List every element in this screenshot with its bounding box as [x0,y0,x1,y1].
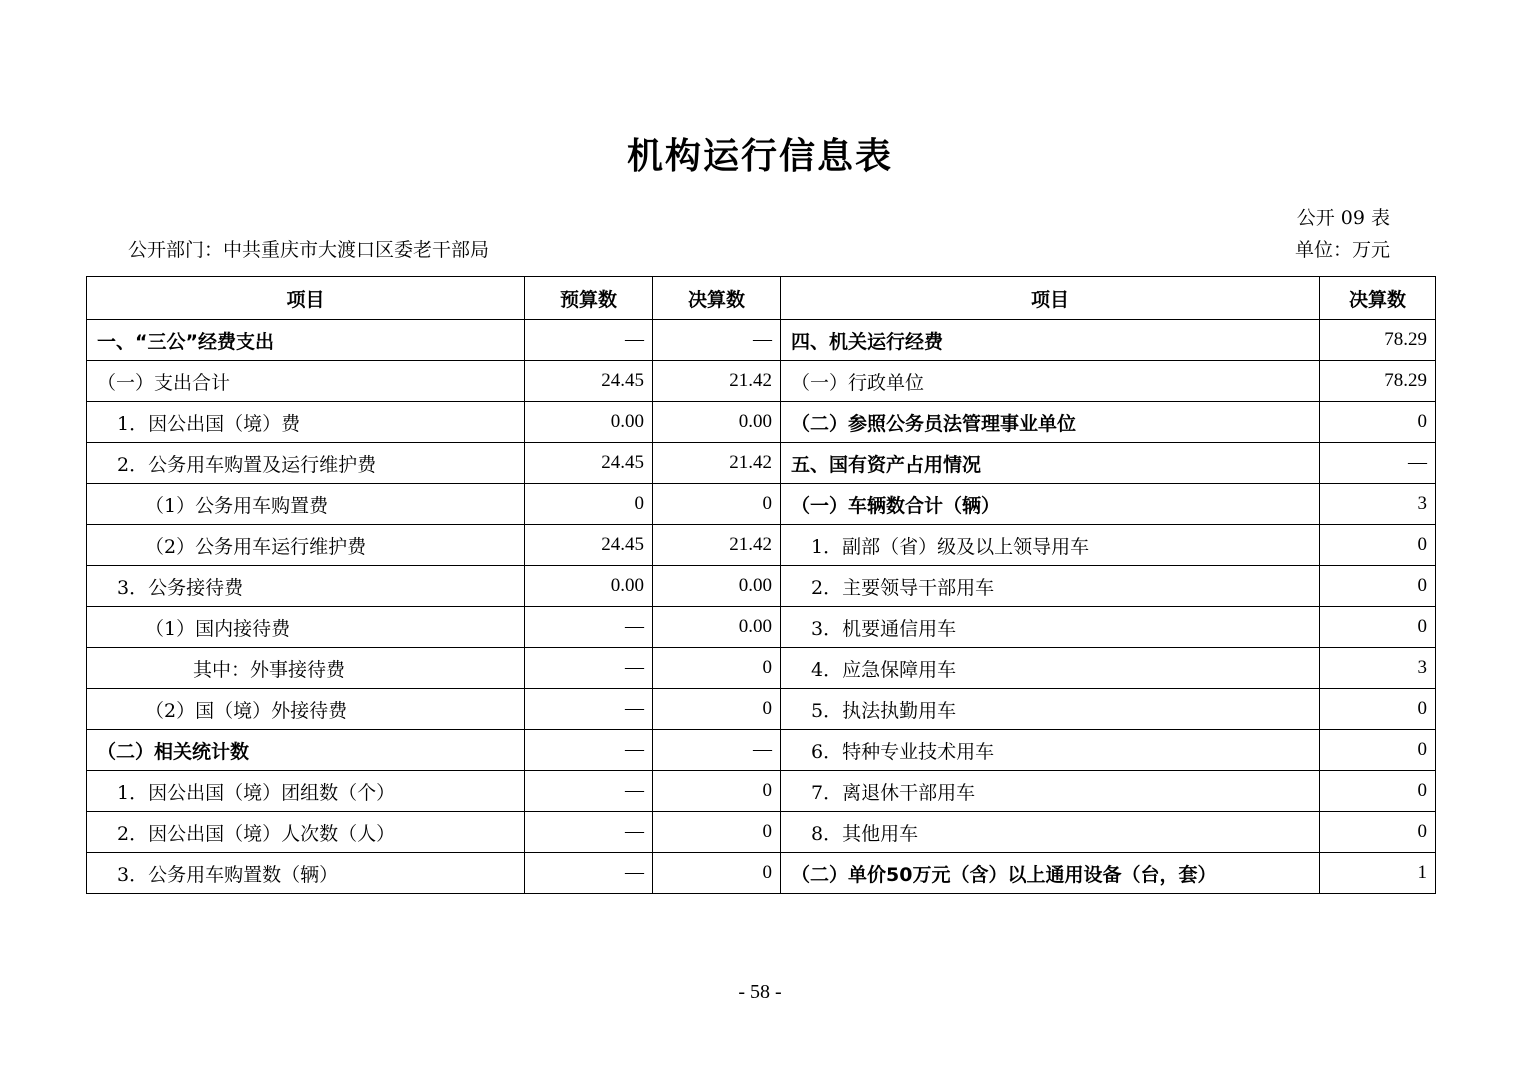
row-final: 21.42 [653,443,781,484]
row-item-left: 3．公务接待费 [87,566,525,607]
row-final-right: 0 [1320,812,1436,853]
row-final-right: 0 [1320,402,1436,443]
table-row [87,402,1436,443]
row-final: 0 [653,853,781,894]
table-row [87,730,1436,771]
row-final: 0 [653,648,781,689]
row-item-left: （二）相关统计数 [87,730,525,771]
department-label: 公开部门：中共重庆市大渡口区委老干部局 [128,239,490,261]
row-final: 21.42 [653,525,781,566]
row-budget: — [525,607,653,648]
page-number: - 58 - [738,981,782,1003]
row-final-right: 0 [1320,607,1436,648]
row-item-right: 2．主要领导干部用车 [781,566,1320,607]
table-row [87,566,1436,607]
row-final-right: — [1320,443,1436,484]
row-final-right: 78.29 [1320,320,1436,361]
table-row [87,320,1436,361]
header-budget: 预算数 [525,277,653,320]
row-item-right: 4．应急保障用车 [781,648,1320,689]
row-item-right: （一）行政单位 [781,361,1320,402]
row-final-right: 0 [1320,771,1436,812]
row-item-left: （2）公务用车运行维护费 [87,525,525,566]
row-budget: — [525,320,653,361]
row-budget: — [525,771,653,812]
row-budget: — [525,689,653,730]
row-final-right: 0 [1320,689,1436,730]
row-item-right: （二）参照公务员法管理事业单位 [781,402,1320,443]
row-final: 0.00 [653,607,781,648]
row-item-right: 6．特种专业技术用车 [781,730,1320,771]
row-final: 0 [653,771,781,812]
row-item-left: 其中：外事接待费 [87,648,525,689]
row-final: 0 [653,484,781,525]
row-budget: — [525,812,653,853]
header-final-left: 决算数 [653,277,781,320]
row-budget: 24.45 [525,443,653,484]
row-item-right: 1．副部（省）级及以上领导用车 [781,525,1320,566]
table-row [87,361,1436,402]
row-budget: 0 [525,484,653,525]
row-item-left: 2．公务用车购置及运行维护费 [87,443,525,484]
header-final-right: 决算数 [1320,277,1436,320]
table-row [87,812,1436,853]
row-final: 0 [653,689,781,730]
row-budget: 24.45 [525,361,653,402]
header-item-right: 项目 [781,277,1320,320]
row-item-left: 1．因公出国（境）团组数（个） [87,771,525,812]
row-item-left: 1．因公出国（境）费 [87,402,525,443]
row-final: — [653,320,781,361]
row-item-right: 3．机要通信用车 [781,607,1320,648]
row-budget: — [525,648,653,689]
row-final-right: 0 [1320,730,1436,771]
row-final-right: 3 [1320,648,1436,689]
row-item-left: 3．公务用车购置数（辆） [87,853,525,894]
header-item-left: 项目 [87,277,525,320]
row-item-right: 7．离退休干部用车 [781,771,1320,812]
row-final: 0 [653,812,781,853]
row-budget: — [525,730,653,771]
row-item-right: 5．执法执勤用车 [781,689,1320,730]
row-final-right: 3 [1320,484,1436,525]
row-item-right: 五、国有资产占用情况 [781,443,1320,484]
row-budget: — [525,853,653,894]
table-row [87,689,1436,730]
row-item-right: 四、机关运行经费 [781,320,1320,361]
row-budget: 0.00 [525,402,653,443]
row-item-left: 一、“三公”经费支出 [87,320,525,361]
row-item-right: （一）车辆数合计（辆） [781,484,1320,525]
row-item-left: 2．因公出国（境）人次数（人） [87,812,525,853]
form-number: 公开 09 表 [1296,207,1390,229]
row-final: 21.42 [653,361,781,402]
table-row [87,484,1436,525]
row-final-right: 0 [1320,525,1436,566]
table-row [87,525,1436,566]
table-row [87,648,1436,689]
row-final: 0.00 [653,566,781,607]
table-row [87,771,1436,812]
row-item-left: （1）公务用车购置费 [87,484,525,525]
operation-info-table [86,276,1436,894]
table-header-row [87,277,1436,320]
row-item-left: （一）支出合计 [87,361,525,402]
row-item-left: （1）国内接待费 [87,607,525,648]
table-row [87,443,1436,484]
row-budget: 0.00 [525,566,653,607]
row-budget: 24.45 [525,525,653,566]
row-final-right: 78.29 [1320,361,1436,402]
row-final: 0.00 [653,402,781,443]
row-item-right: 8．其他用车 [781,812,1320,853]
row-item-left: （2）国（境）外接待费 [87,689,525,730]
row-final-right: 0 [1320,566,1436,607]
row-final: — [653,730,781,771]
page-title: 机构运行信息表 [626,136,893,177]
row-item-right: （二）单价50万元（含）以上通用设备（台，套） [781,853,1320,894]
row-final-right: 1 [1320,853,1436,894]
unit-label: 单位：万元 [1294,239,1390,261]
table-row [87,607,1436,648]
table-row [87,853,1436,894]
